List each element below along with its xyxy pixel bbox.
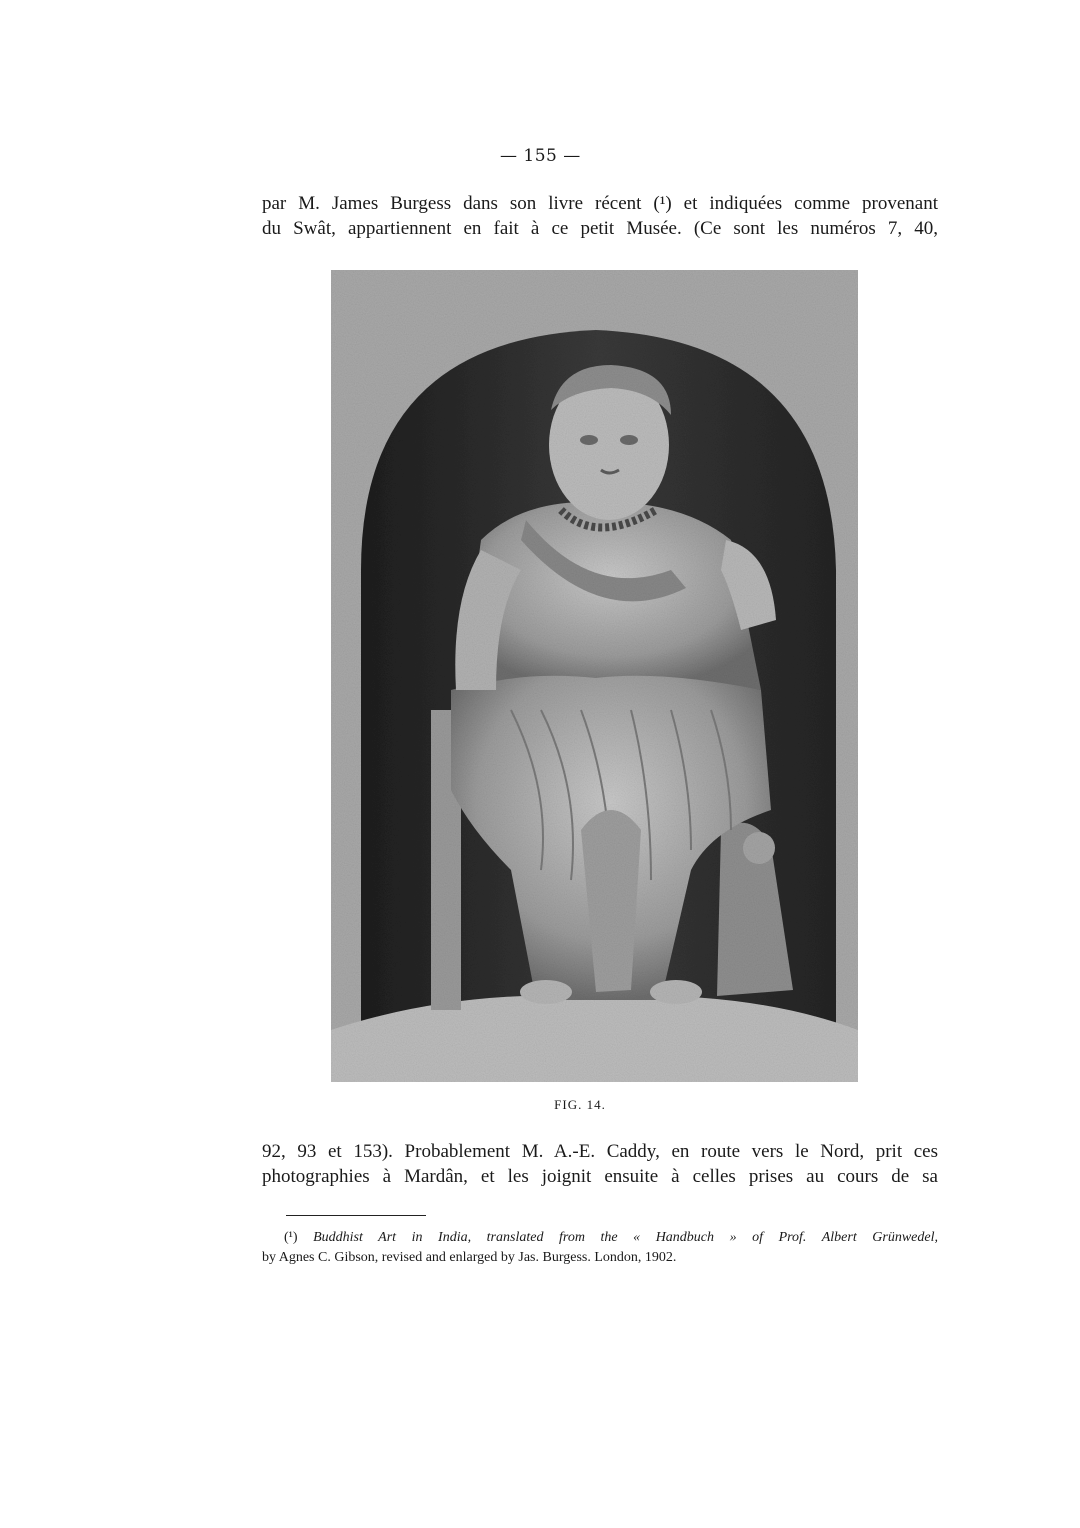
paragraph-line: photographies à Mardân, et les joignit ensuite à celles prises au cours de sa	[262, 1166, 938, 1187]
paragraph-line: 92, 93 et 153). Probablement M. A.-E. Caddy, en route vers le Nord, prit ces	[262, 1141, 938, 1162]
paragraph-line: du Swât, appartiennent en fait à ce petit Musée. (Ce sont les numéros 7, 40,	[262, 218, 938, 239]
footnote	[262, 1228, 938, 1268]
sculpture-photograph	[331, 270, 858, 1082]
paragraph-bottom	[262, 1139, 938, 1189]
footnote-marker: (¹)	[284, 1230, 298, 1245]
paragraph-line: par M. James Burgess dans son livre récent (¹) et indiquées comme provenant	[262, 193, 938, 214]
footnote-divider	[286, 1215, 426, 1216]
page-number: — 155 —	[500, 146, 581, 166]
footnote-line: by Agnes C. Gibson, revised and enlarged by Jas. Burgess. London, 1902.	[262, 1250, 677, 1265]
figure-caption: FIG. 14.	[554, 1097, 606, 1112]
paragraph-top	[262, 191, 938, 241]
footnote-line	[262, 1228, 938, 1248]
footnote-citation: Buddhist Art in India, translated from the « Handbuch » of Prof. Albert Grünwedel,	[313, 1230, 938, 1245]
